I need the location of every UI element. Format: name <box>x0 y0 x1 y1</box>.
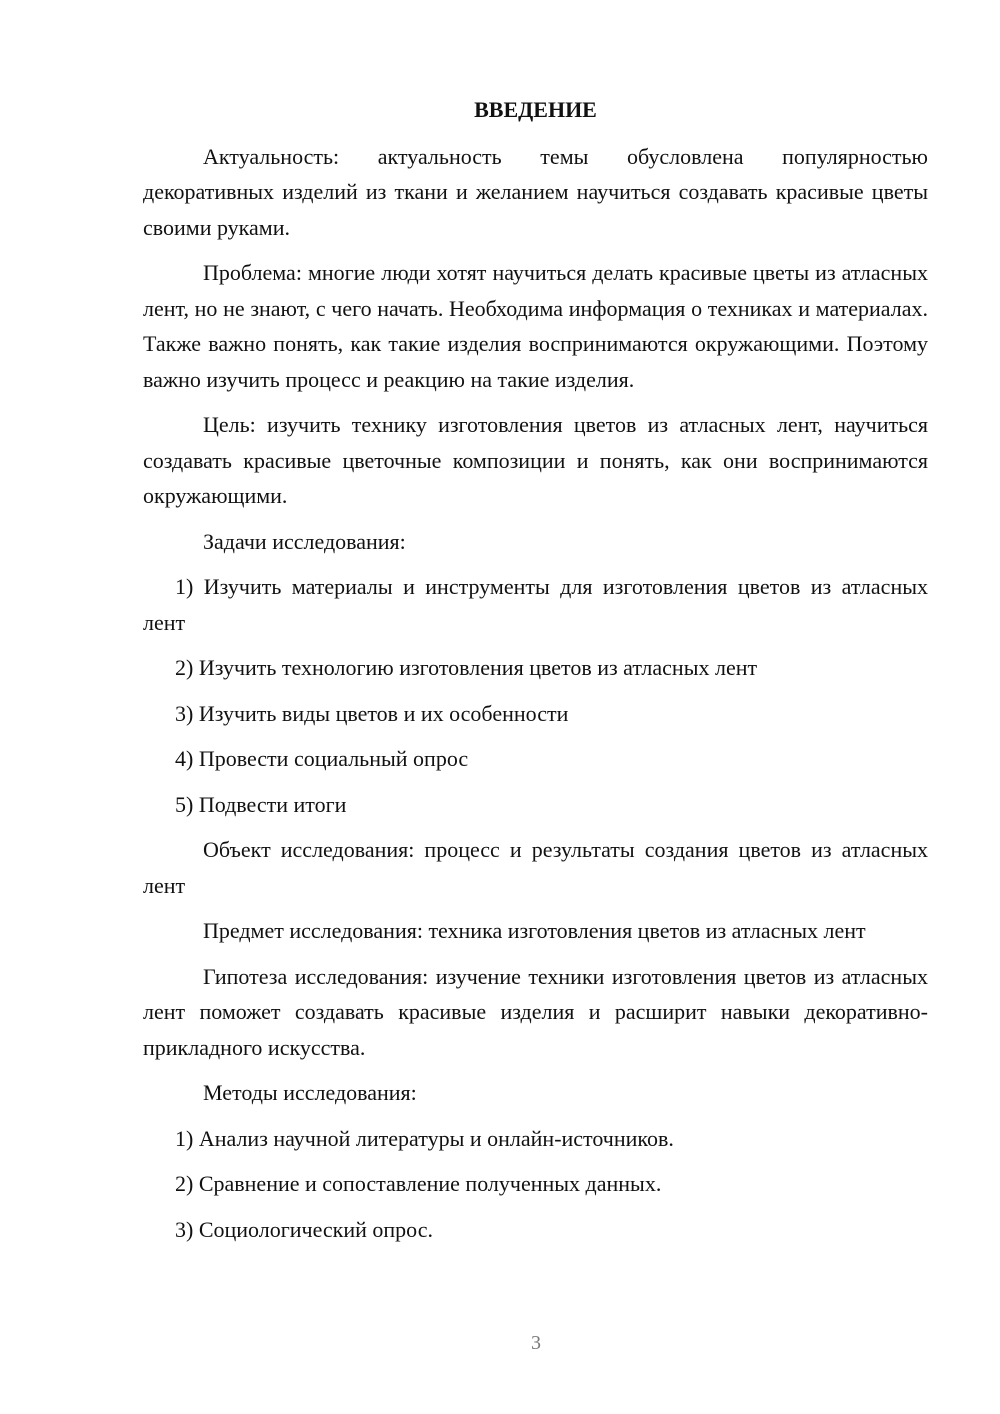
task-item-1: 1) Изучить материалы и инструменты для изготовления цветов из атласных лент <box>143 574 928 635</box>
method-item-2: 2) Сравнение и сопоставление полученных данных. <box>175 1171 662 1196</box>
relevance-paragraph: Актуальность: актуальность темы обусловлена популярностью декоративных изделий из ткани и желанием научиться создавать красивые цветы своими руками. <box>143 143 928 240</box>
section-title: ВВЕДЕНИЕ <box>474 97 597 122</box>
page-number: 3 <box>531 1332 541 1354</box>
hypothesis-paragraph: Гипотеза исследования: изучение техники изготовления цветов из атласных лент поможет создавать красивые изделия и расширит навыки декоративно-прикладного искусства. <box>143 963 928 1060</box>
methods-label: Методы исследования: <box>203 1080 417 1105</box>
object-paragraph: Объект исследования: процесс и результаты создания цветов из атласных лент <box>143 837 928 898</box>
task-item-4: 4) Провести социальный опрос <box>175 746 469 771</box>
goal-paragraph: Цель: изучить технику изготовления цветов из атласных лент, научиться создавать красивые цветочные композиции и понять, как они воспринимаются окружающими. <box>143 412 928 508</box>
task-item-2: 2) Изучить технологию изготовления цветов из атласных лент <box>175 655 758 680</box>
task-item-3: 3) Изучить виды цветов и их особенности <box>175 700 569 726</box>
method-item-3: 3) Социологический опрос. <box>175 1216 433 1242</box>
method-item-1: 1) Анализ научной литературы и онлайн-источников. <box>175 1125 674 1151</box>
document-page <box>143 92 928 1257</box>
tasks-label: Задачи исследования: <box>203 528 406 554</box>
subject-paragraph: Предмет исследования: техника изготовления цветов из атласных лент <box>203 918 866 943</box>
task-item-5: 5) Подвести итоги <box>175 791 347 817</box>
problem-paragraph: Проблема: многие люди хотят научиться делать красивые цветы из атласных лент, но не знают, с чего начать. Необходима информация о техниках и материалах. Также важно понять, как такие изделия воспринимаются окружающими. Поэтому важно изучить процесс и реакцию на такие изделия. <box>143 260 928 392</box>
